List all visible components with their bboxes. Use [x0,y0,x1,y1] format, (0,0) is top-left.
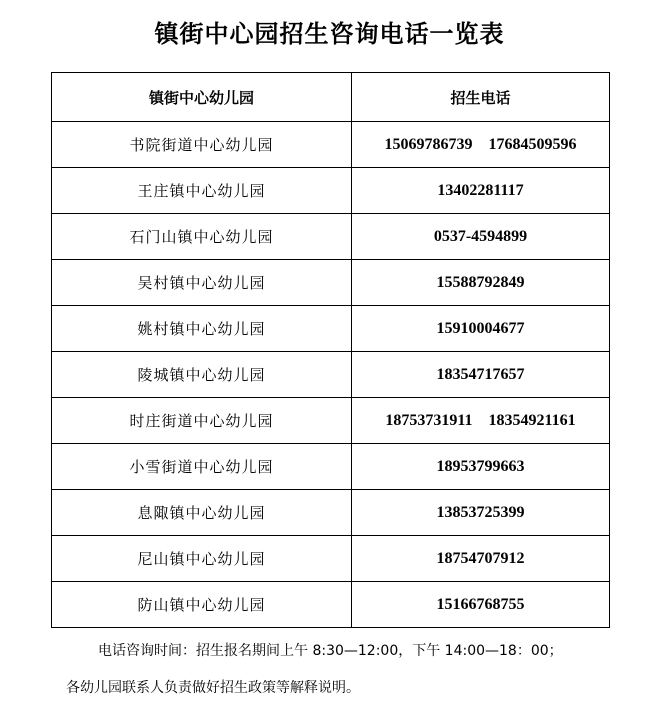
kindergarten-name: 书院街道中心幼儿园 [52,122,352,168]
table-row [52,582,610,628]
table-header-row [52,73,610,122]
kindergarten-name: 石门山镇中心幼儿园 [52,214,352,260]
phone-number: 18753731911 18354921161 [352,398,610,444]
table-row [52,260,610,306]
table-row [52,214,610,260]
column-header-kindergarten: 镇街中心幼儿园 [52,73,352,122]
phone-number: 0537-4594899 [352,214,610,260]
table-row [52,306,610,352]
table-row [52,352,610,398]
kindergarten-name: 姚村镇中心幼儿园 [52,306,352,352]
phone-number: 15588792849 [352,260,610,306]
table-row [52,122,610,168]
kindergarten-name: 尼山镇中心幼儿园 [52,536,352,582]
table-row [52,398,610,444]
kindergarten-name: 吴村镇中心幼儿园 [52,260,352,306]
phone-number: 18754707912 [352,536,610,582]
table-row [52,444,610,490]
kindergarten-name: 小雪街道中心幼儿园 [52,444,352,490]
kindergarten-name: 防山镇中心幼儿园 [52,582,352,628]
kindergarten-name: 陵城镇中心幼儿园 [52,352,352,398]
consult-time-note: 电话咨询时间：招生报名期间上午 8:30—12:00，下午 14:00—18：00； [98,643,563,659]
phone-number: 15069786739 17684509596 [352,122,610,168]
page-title: 镇街中心园招生咨询电话一览表 [154,20,505,48]
phone-number: 15166768755 [352,582,610,628]
table-row [52,168,610,214]
enrollment-phone-table [51,72,610,628]
column-header-phone: 招生电话 [352,73,610,122]
phone-number: 13402281117 [352,168,610,214]
phone-number: 13853725399 [352,490,610,536]
phone-number: 18354717657 [352,352,610,398]
phone-number: 15910004677 [352,306,610,352]
table-row [52,536,610,582]
kindergarten-name: 息陬镇中心幼儿园 [52,490,352,536]
explanation-note: 各幼儿园联系人负责做好招生政策等解释说明。 [66,680,360,696]
kindergarten-name: 时庄街道中心幼儿园 [52,398,352,444]
table-row [52,490,610,536]
phone-number: 18953799663 [352,444,610,490]
kindergarten-name: 王庄镇中心幼儿园 [52,168,352,214]
